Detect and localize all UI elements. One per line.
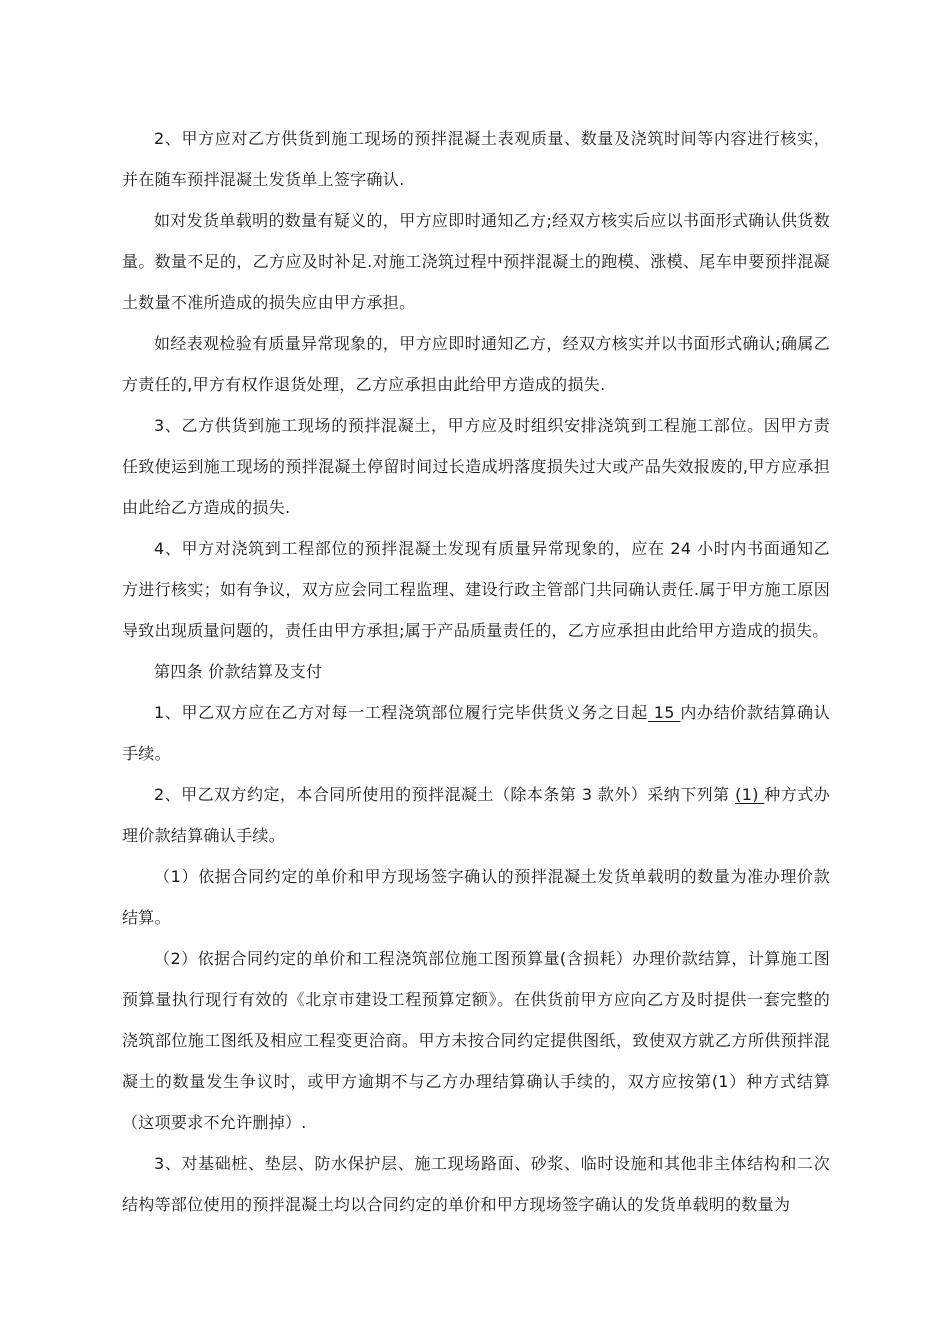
clause-4-2-text-after: 种方式办理价款结算确认手续。 xyxy=(122,785,830,845)
paragraph-clause-3-2: 2、甲方应对乙方供货到施工现场的预拌混凝土表观质量、数量及浇筑时间等内容进行核实，并在随车预拌混凝土发货单上签字确认. xyxy=(122,129,830,189)
clause-4-2-text-before: 2、甲乙双方约定，本合同所使用的预拌混凝土（除本条第 3 款外）采纳下列第 xyxy=(154,785,736,804)
settlement-days-blank: 15 xyxy=(647,703,681,722)
paragraph-clause-3-3: 3、乙方供货到施工现场的预拌混凝土，甲方应及时组织安排浇筑到工程施工部位。因甲方责任致使运到施工现场的预拌混凝土停留时间过长造成坍落度损失过大或产品失效报废的,甲方应承担由此给乙方造成的损失. xyxy=(122,416,830,517)
paragraph-method-1: （1）依据合同约定的单价和甲方现场签字确认的预拌混凝土发货单载明的数量为准办理价款结算。 xyxy=(122,867,830,927)
contract-body xyxy=(122,118,830,1225)
paragraph-quality-inspection: 如经表观检验有质量异常现象的，甲方应即时通知乙方，经双方核实并以书面形式确认;确属乙方责任的,甲方有权作退货处理，乙方应承担由此给甲方造成的损失. xyxy=(122,334,830,394)
paragraph-quantity-dispute: 如对发货单载明的数量有疑义的，甲方应即时通知乙方;经双方核实后应以书面形式确认供货数量。数量不足的，乙方应及时补足.对施工浇筑过程中预拌混凝土的跑模、涨模、尾车申要预拌混凝土数量不准所造成的损失应由甲方承担。 xyxy=(122,211,830,312)
paragraph-clause-4-2 xyxy=(122,774,830,856)
paragraph-method-2: （2）依据合同约定的单价和工程浇筑部位施工图预算量(含损耗）办理价款结算，计算施工图预算量执行现行有效的《北京市建设工程预算定额》。在供货前甲方应向乙方及时提供一套完整的浇筑部位施工图纸及相应工程变更洽商。甲方未按合同约定提供图纸，致使双方就乙方所供预拌混凝土的数量发生争议时，或甲方逾期不与乙方办理结算确认手续的，双方应按第(1）种方式结算（这项要求不允许删掉）. xyxy=(122,949,830,1132)
paragraph-clause-4-3: 3、对基础桩、垫层、防水保护层、施工现场路面、砂浆、临时设施和其他非主体结构和二次结构等部位使用的预拌混凝土均以合同约定的单价和甲方现场签字确认的发货单载明的数量为 xyxy=(122,1154,830,1214)
settlement-method-blank: (1) xyxy=(735,785,765,804)
paragraph-clause-4-1 xyxy=(122,692,830,774)
article-4-heading: 第四条 价款结算及支付 xyxy=(154,662,323,681)
paragraph-clause-3-4: 4、甲方对浇筑到工程部位的预拌混凝土发现有质量异常现象的，应在 24 小时内书面通知乙方进行核实；如有争议，双方应会同工程监理、建设行政主管部门共同确认责任.属于甲方施工原因导致出现质量问题的，责任由甲方承担;属于产品质量责任的，乙方应承担由此给甲方造成的损失。 xyxy=(122,539,830,640)
clause-4-1-text-before: 1、甲乙双方应在乙方对每一工程浇筑部位履行完毕供货义务之日起 xyxy=(154,703,648,722)
clause-4-1-text-after: 内办结价款结算确认手续。 xyxy=(122,703,830,763)
